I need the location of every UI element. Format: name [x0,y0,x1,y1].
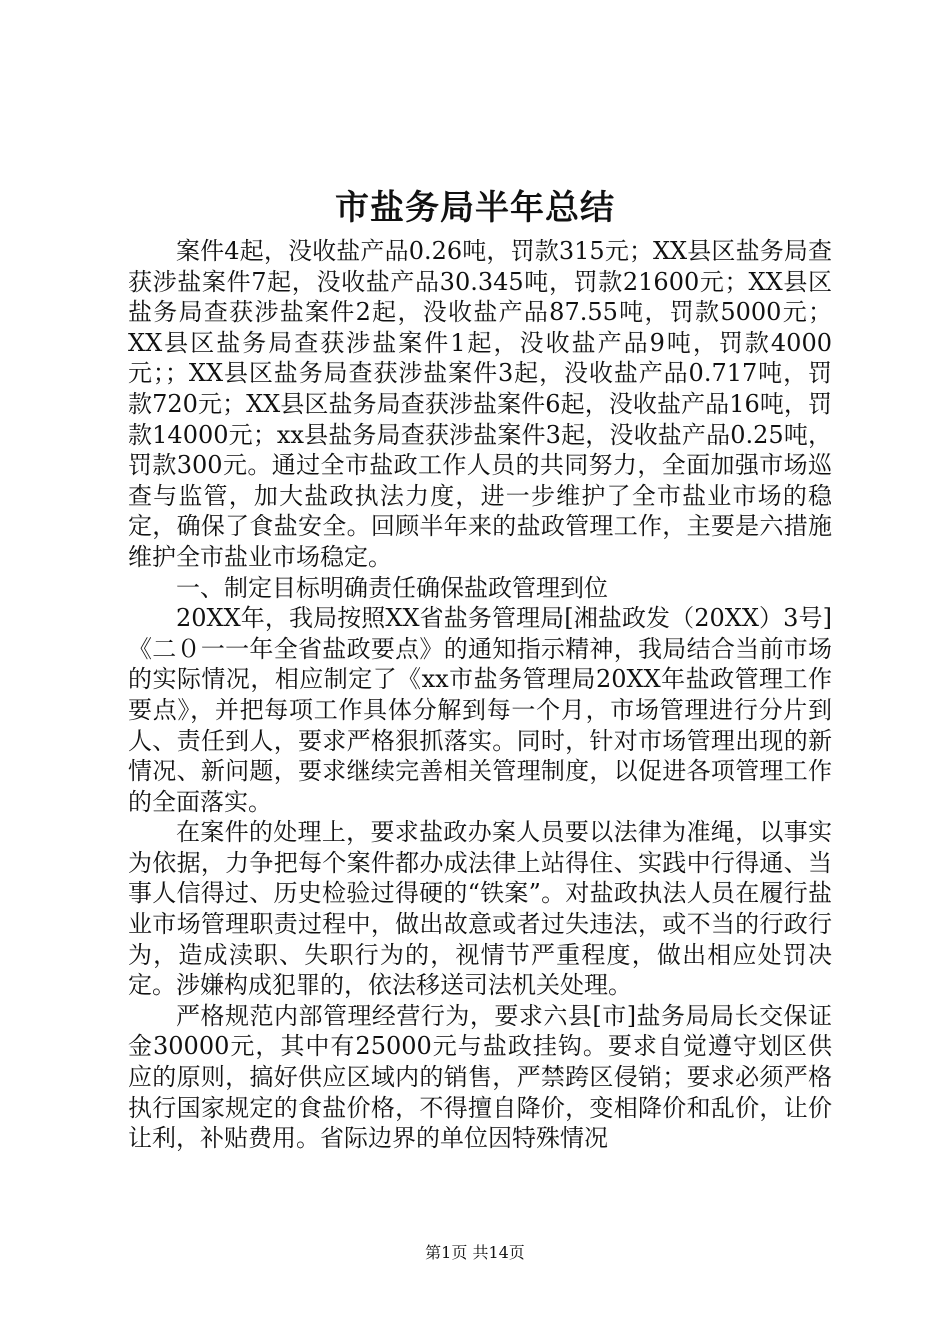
document-body [128,236,832,1154]
document-title: 市盐务局半年总结 [335,188,615,228]
paragraph: 在案件的处理上，要求盐政办案人员要以法律为准绳，以事实为依据，力争把每个案件都办成法律上站得住、实践中行得通、当事人信得过、历史检验过得硬的“铁案”。对盐政执法人员在履行盐业市场管理职责过程中，做出故意或者过失违法，或不当的行政行为，造成渎职、失职行为的，视情节严重程度，做出相应处罚决定。涉嫌构成犯罪的，依法移送司法机关处理。 [128,818,832,1000]
paragraph: 案件4起，没收盐产品0.26吨，罚款315元；XX县区盐务局查获涉盐案件7起，没收盐产品30.345吨，罚款21600元；XX县区盐务局查获涉盐案件2起，没收盐产品87.55吨，罚款5000元；XX县区盐务局查获涉盐案件1起，没收盐产品9吨，罚款4000元；；XX县区盐务局查获涉盐案件3起，没收盐产品0.717吨，罚款720元；XX县区盐务局查获涉盐案件6起，没收盐产品16吨，罚款14000元；xx县盐务局查获涉盐案件3起，没收盐产品0.25吨，罚款300元。通过全市盐政工作人员的共同努力，全面加强市场巡查与监管，加大盐政执法力度，进一步维护了全市盐业市场的稳定，确保了食盐安全。回顾半年来的盐政管理工作，主要是六措施维护全市盐业市场稳定。 [128,237,832,571]
page-number-footer: 第1页 共14页 [425,1243,525,1262]
paragraph: 20XX年，我局按照XX省盐务管理局[湘盐政发（20XX）3号]《二０一一年全省盐政要点》的通知指示精神，我局结合当前市场的实际情况，相应制定了《xx市盐务管理局20XX年盐政管理工作要点》，并把每项工作具体分解到每一个月，市场管理进行分片到人、责任到人，要求严格狠抓落实。同时，针对市场管理出现的新情况、新问题，要求继续完善相关管理制度，以促进各项管理工作的全面落实。 [128,604,832,816]
paragraph: 严格规范内部管理经营行为，要求六县[市]盐务局局长交保证金30000元，其中有25000元与盐政挂钩。要求自觉遵守划区供应的原则，搞好供应区域内的销售，严禁跨区侵销；要求必须严格执行国家规定的食盐价格，不得擅自降价，变相降价和乱价，让价让利，补贴费用。省际边界的单位因特殊情况 [128,1001,832,1153]
section-heading: 一、制定目标明确责任确保盐政管理到位 [176,573,608,602]
